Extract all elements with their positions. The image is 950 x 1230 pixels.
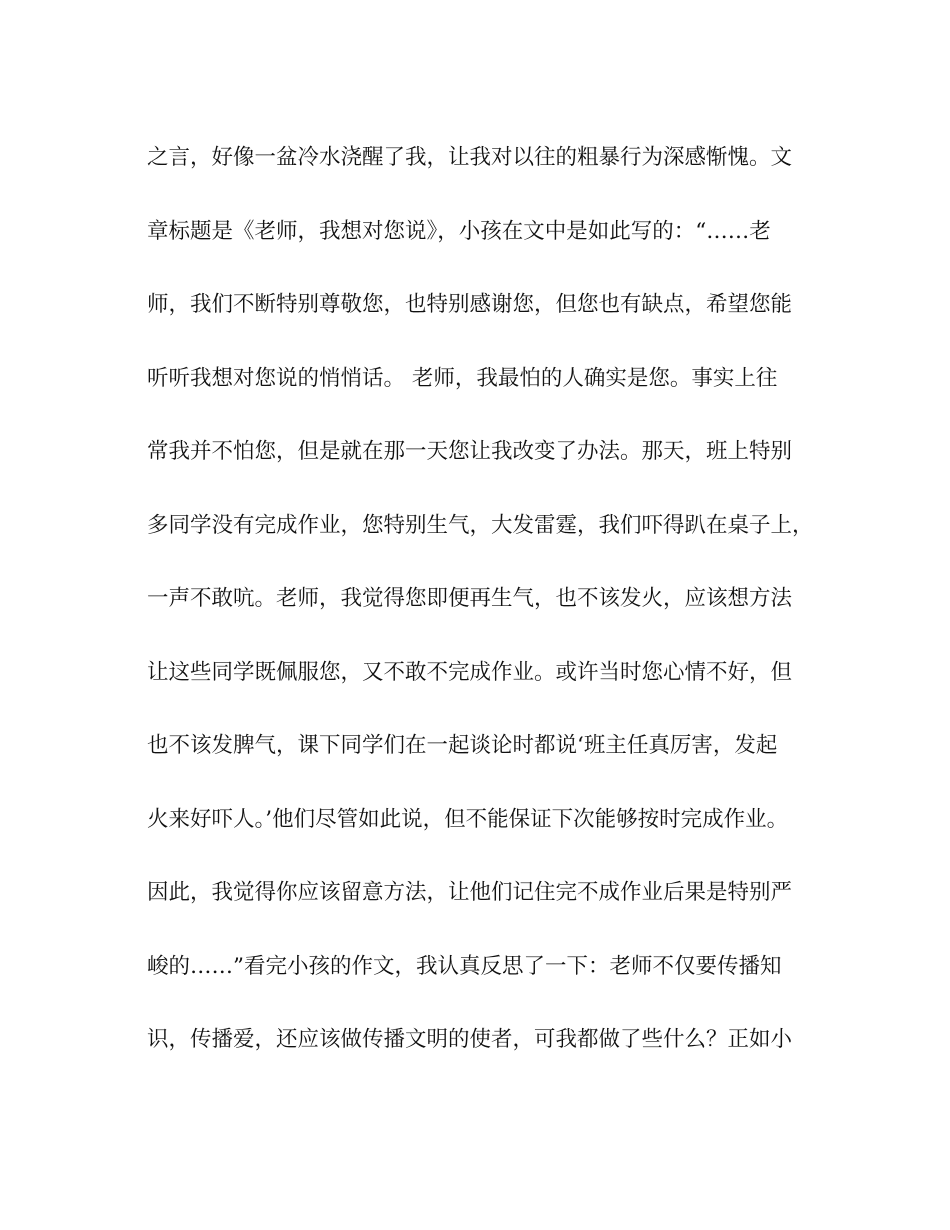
text-line-8: 让这些同学既佩服您，又不敢不完成作业。或许当时您心情不好，但 xyxy=(147,659,793,685)
text-line-7: 一声不敢吭。老师，我觉得您即便再生气，也不该发火，应该想方法 xyxy=(147,586,793,611)
body-text xyxy=(147,138,827,1094)
text-line-5: 常我并不怕您，但是就在那一天您让我改变了办法。那天，班上特别 xyxy=(147,439,793,464)
text-line-4: 听听我想对您说的悄悄话。 老师，我最怕的人确实是您。事实上往 xyxy=(147,365,778,391)
text-line-2: 章标题是《老师，我想对您说》，小孩在文中是如此写的：“……老 xyxy=(147,218,771,244)
text-line-11: 因此，我觉得你应该留意方法，让他们记住完不成作业后果是特别严 xyxy=(147,880,793,905)
text-line-10: 火来好吓人。’他们尽管如此说，但不能保证下次能够按时完成作业。 xyxy=(147,806,789,832)
text-line-6: 多同学没有完成作业，您特别生气，大发雷霆，我们吓得趴在桌子上， xyxy=(147,512,814,538)
text-line-1: 之言，好像一盆冷水浇醒了我，让我对以往的粗暴行为深感惭愧。文 xyxy=(147,145,793,170)
text-line-12: 峻的……”看完小孩的作文，我认真反思了一下：老师不仅要传播知 xyxy=(147,953,782,979)
text-line-3: 师，我们不断特别尊敬您，也特别感谢您，但您也有缺点，希望您能 xyxy=(147,292,793,317)
text-line-13: 识，传播爱，还应该做传播文明的使者，可我都做了些什么？正如小 xyxy=(147,1027,793,1052)
text-line-9: 也不该发脾气，课下同学们在一起谈论时都说‘班主任真厉害，发起 xyxy=(147,733,778,758)
